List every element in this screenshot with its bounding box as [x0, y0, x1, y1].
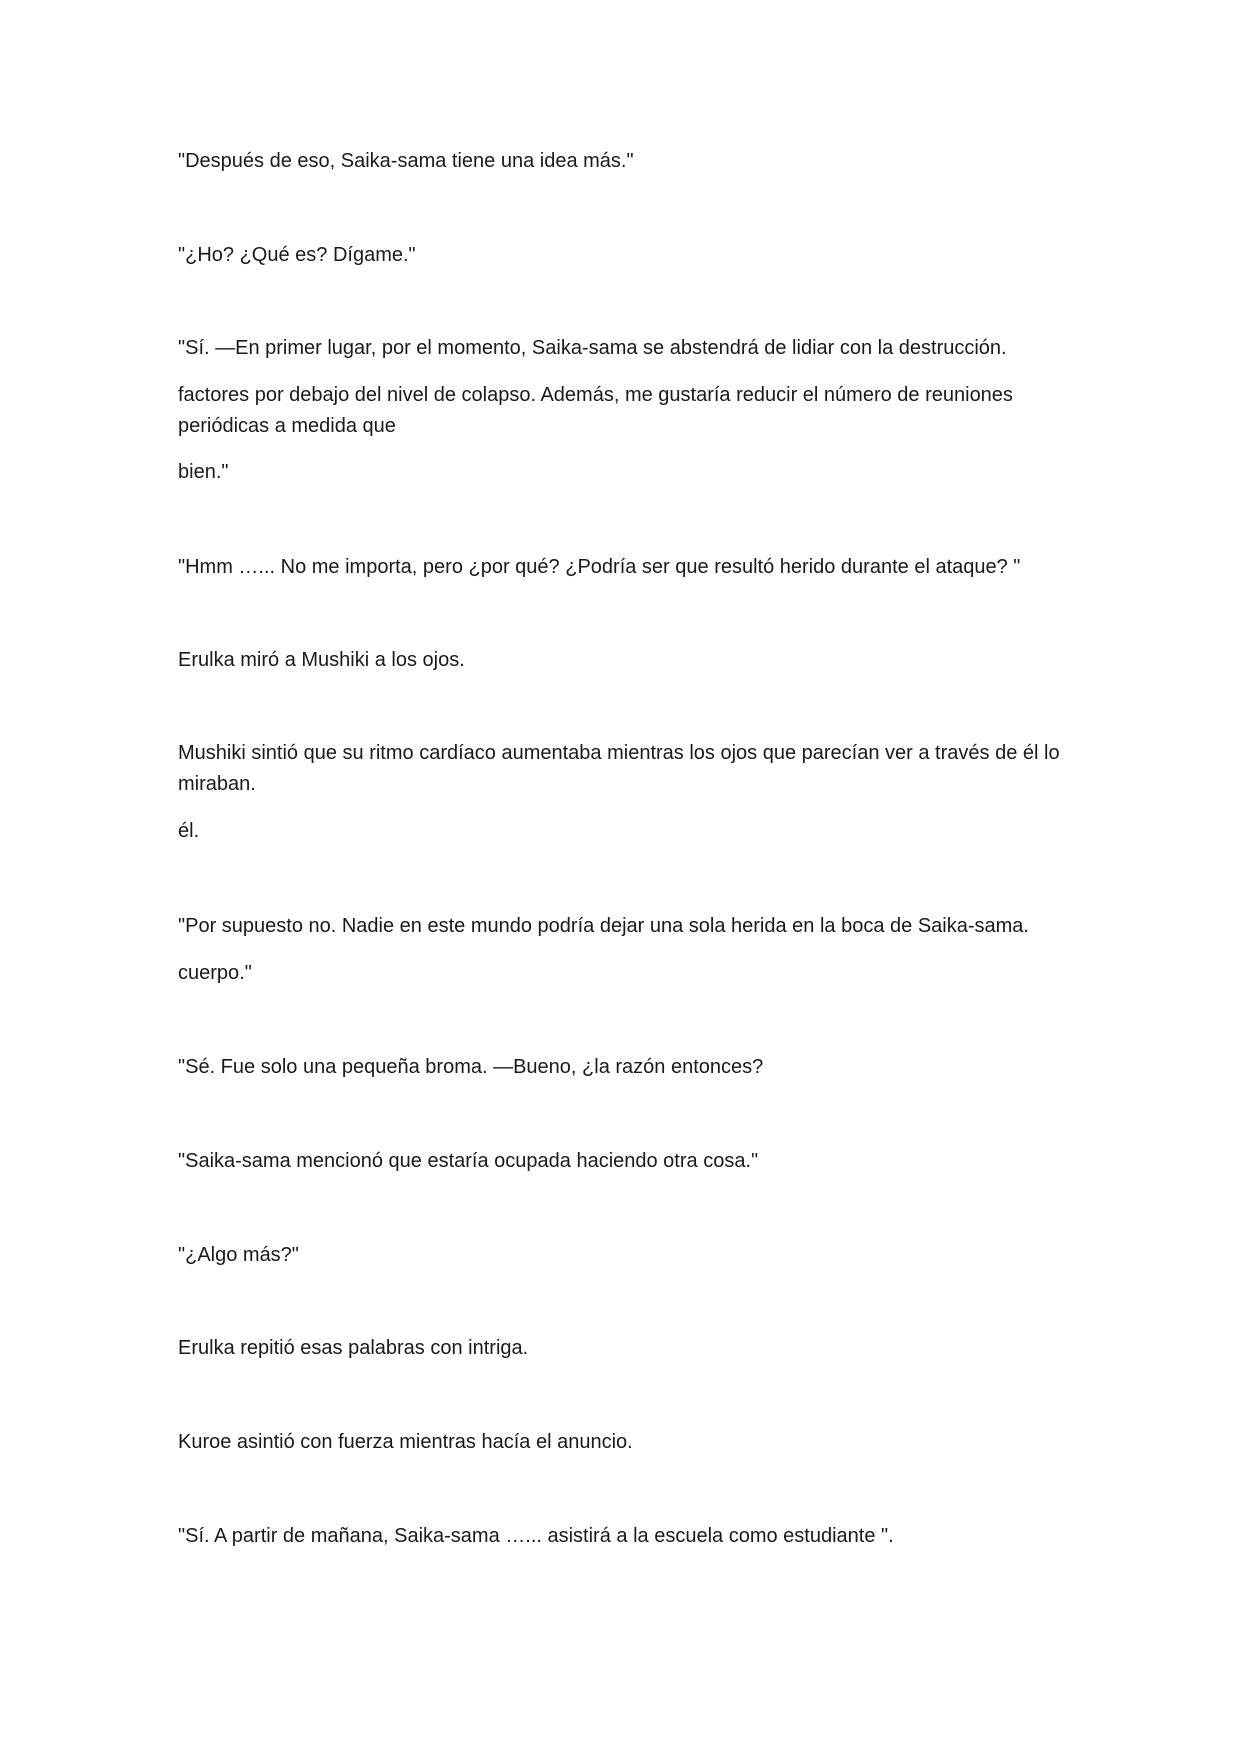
paragraph: factores por debajo del nivel de colapso. Además, me gustaría reducir el número de reuniones periódicas a medida que: [178, 384, 1013, 437]
paragraph: "Sí. —En primer lugar, por el momento, Saika-sama se abstendrá de lidiar con la destrucción.: [178, 337, 1007, 359]
paragraph: "Por supuesto no. Nadie en este mundo podría dejar una sola herida en la boca de Saika-sama.: [178, 915, 1029, 937]
paragraph: Mushiki sintió que su ritmo cardíaco aumentaba mientras los ojos que parecían ver a través de él lo miraban.: [178, 742, 1060, 795]
paragraph: "¿Algo más?": [178, 1244, 299, 1266]
paragraph: "Hmm …... No me importa, pero ¿por qué? ¿Podría ser que resultó herido durante el ataque? ": [178, 556, 1021, 578]
paragraph: bien.": [178, 461, 229, 483]
paragraph: "Después de eso, Saika-sama tiene una idea más.": [178, 150, 634, 172]
paragraph: "Sé. Fue solo una pequeña broma. —Bueno, ¿la razón entonces?: [178, 1056, 764, 1078]
paragraph: "¿Ho? ¿Qué es? Dígame.": [178, 244, 416, 266]
paragraph: Erulka repitió esas palabras con intriga.: [178, 1337, 529, 1359]
paragraph: Kuroe asintió con fuerza mientras hacía el anuncio.: [178, 1431, 633, 1453]
paragraph: "Saika-sama mencionó que estaría ocupada haciendo otra cosa.": [178, 1150, 759, 1172]
paragraph: "Sí. A partir de mañana, Saika-sama …... asistirá a la escuela como estudiante ".: [178, 1525, 894, 1547]
paragraph: cuerpo.": [178, 962, 252, 984]
paragraph: él.: [178, 820, 200, 842]
paragraph: Erulka miró a Mushiki a los ojos.: [178, 649, 465, 671]
